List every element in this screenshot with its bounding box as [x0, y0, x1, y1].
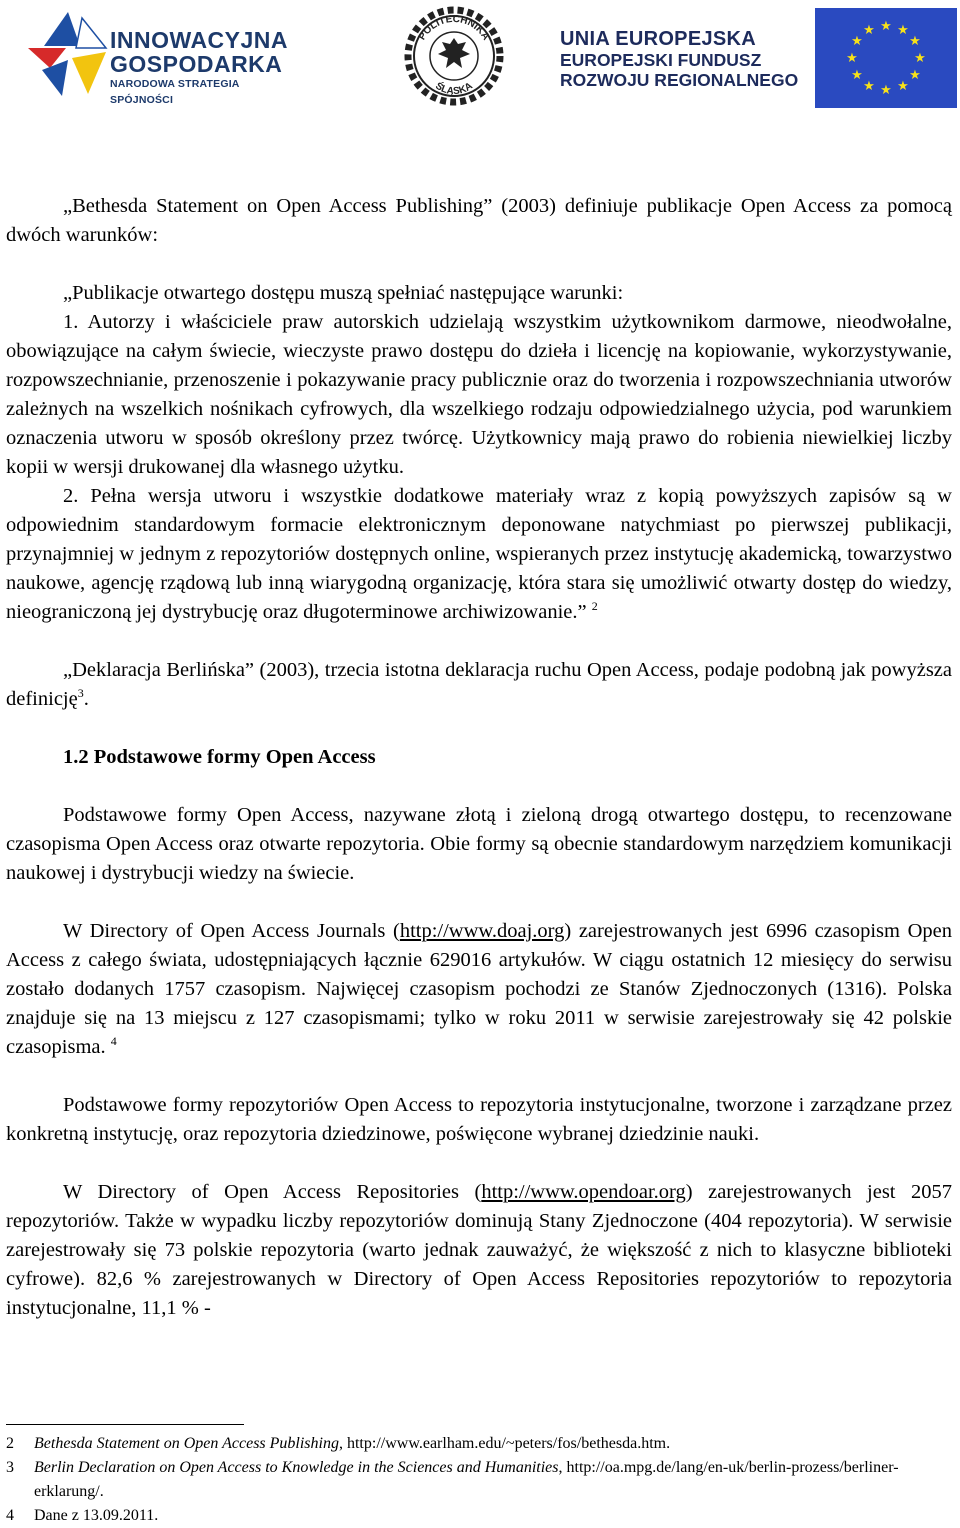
footnote-text: , http://www.earlham.edu/~peters/fos/bethesda.htm. [338, 1435, 671, 1452]
footnote [6, 1456, 952, 1504]
paragraph-opendoar-b: ) zarejestrowanych jest 2057 repozytoriów. Także w wypadku liczby repozytoriów dominują Stany Zjednoczone (404 repozytoria). W serwisie zarejestrowały się 73 polskie repozytoria (warto jednak zauważyć, że większość z nich to klasyczne biblioteki cyfrowe). 82,6 % zarejestrowanych w Directory of Open Access Repositories repozytoriów to repozytoria instytucjonalne, 11,1 % - [6, 1181, 953, 1319]
svg-text:★: ★ [880, 83, 892, 98]
paragraph-doaj-a: W Directory of Open Access Journals ( [63, 920, 400, 942]
footnote-text: Dane z 13.09.2011. [34, 1507, 159, 1524]
footnote [6, 1504, 952, 1528]
footnote-ref-2[interactable]: 2 [591, 599, 598, 613]
svg-text:★: ★ [846, 51, 858, 66]
footnote-number: 4 [6, 1507, 14, 1524]
svg-text:★: ★ [897, 23, 909, 38]
paragraph-opendoar-a: W Directory of Open Access Repositories ( [63, 1181, 482, 1203]
svg-text:★: ★ [897, 79, 909, 94]
svg-text:★: ★ [863, 79, 875, 94]
footnotes [6, 1432, 952, 1528]
innowacyjna-gospodarka-logo [28, 8, 289, 106]
footnote-ref-4[interactable]: 4 [110, 1034, 117, 1048]
paragraph-berlin-end: . [83, 688, 89, 710]
footnote-divider [6, 1424, 244, 1425]
paragraph-conditions-intro: „Publikacje otwartego dostępu muszą spełniać następujące warunki: [63, 282, 624, 304]
list-item-2-text: 2. Pełna wersja utworu i wszystkie dodatkowe materiały wraz z kopią powyższych zapisów są w odpowiednim standardowym formacie elektronicznym deponowane natychmiast po pierwszej publikacji, przynajmniej w jednym z repozytoriów dostępnych online, wspieranych przez instytucję akademicką, towarzystwo naukowe, agencję rządową lub inną wiarygodną organizację, która stara się umożliwić otwarty dostęp do wiedzy, nieograniczoną jej dystrybucję oraz długoterminowe archiwizowanie.” [6, 485, 952, 623]
paragraph-forms: Podstawowe formy Open Access, nazywane złotą i zieloną drogą otwartego dostępu, to recenzowane czasopisma Open Access oraz otwarte repozytoria. Obie formy są obecnie standardowym narzędziem komunikacji naukowej i dystrybucji wiedzy na świecie. [6, 804, 952, 884]
footnote-ref-3[interactable]: 3 [77, 686, 84, 700]
paragraph-doaj [6, 917, 952, 1062]
politechnika-arc-text: POLITECHNIKA [416, 13, 492, 43]
svg-text:★: ★ [851, 34, 863, 49]
innowacyjna-gospodarka-mark-icon [28, 8, 108, 98]
logo-line-gospodarka: GOSPODARKA [110, 51, 283, 77]
opendoar-link[interactable]: http://www.opendoar.org [481, 1181, 686, 1203]
politechnika-slaska-logo [402, 4, 506, 108]
footnote-title: Berlin Declaration on Open Access to Knowledge in the Sciences and Humanities [34, 1459, 559, 1476]
svg-text:★: ★ [851, 68, 863, 83]
svg-text:★: ★ [909, 34, 921, 49]
svg-text:★: ★ [909, 68, 921, 83]
footnote-text: , http://oa.mpg.de/lang/en-uk/berlin-prozess/berliner-erklarung/. [34, 1459, 899, 1500]
unia-europejska-logo-text [560, 28, 798, 90]
ue-line-rozwoju: ROZWOJU REGIONALNEGO [560, 70, 799, 90]
eu-flag-icon [815, 8, 957, 108]
doaj-link[interactable]: http://www.doaj.org [399, 920, 565, 942]
footnote-number: 2 [6, 1435, 14, 1452]
logo-line-innowacyjna: INNOWACYJNA [110, 27, 289, 53]
ue-line-fundusz: EUROPEJSKI FUNDUSZ [560, 50, 762, 70]
paragraph-opendoar [6, 1178, 952, 1323]
footnote [6, 1432, 952, 1456]
slaska-arc-text: ŚLĄSKA [433, 80, 475, 98]
svg-text:★: ★ [914, 51, 926, 66]
paragraph-berlin [6, 656, 952, 714]
section-heading: 1.2 Podstawowe formy Open Access [63, 746, 376, 768]
paragraph-doaj-b: ) zarejestrowanych jest 6996 czasopism Open Access z całego świata, udostępniających łącznie 629016 artykułów. W ciągu ostatnich 12 miesięcy do serwisu zostało dodanych 1757 czasopism. Najwięcej czasopism pochodzi ze Stanów Zjednoczonych (1316). Polska znajduje się na 13 miejscu z 127 czasopismami; tylko w roku 2011 w serwisie zarejestrowały się 42 polskie czasopisma. [6, 920, 952, 1058]
list-item-1: 1. Autorzy i właściciele praw autorskich udzielają wszystkim użytkownikom darmowe, nieodwołalne, obowiązujące na całym świecie, wieczyste prawo dostępu do dzieła i licencję na kopiowanie, wykorzystywanie, rozpowszechnianie, przenoszenie i pokazywanie pracy publicznie oraz do tworzenia i rozpowszechniania utworów zależnych na wszelkich nośnikach cyfrowych, dla wszelkiego rodzaju odpowiedzialnego użycia, pod warunkiem oznaczenia utworu w sposób określony przez twórcę. Użytkownicy mają prawo do robienia niewielkiej liczby kopii w wersji drukowanej dla własnego użytku. [6, 311, 952, 478]
page-header [0, 0, 960, 115]
document-body [6, 192, 952, 1323]
paragraph-repositories: Podstawowe formy repozytoriów Open Access to repozytoria instytucjonalne, tworzone i zarządzane przez konkretną instytucję, oraz repozytoria dziedzinowe, poświęcone wybranej dziedzinie nauki. [6, 1094, 952, 1145]
svg-text:★: ★ [863, 23, 875, 38]
paragraph-bethesda-intro: „Bethesda Statement on Open Access Publishing” (2003) definiuje publikacje Open Access za pomocą dwóch warunków: [6, 195, 952, 246]
ue-line-unia: UNIA EUROPEJSKA [560, 28, 757, 50]
list-item-2 [6, 482, 952, 627]
svg-text:★: ★ [880, 19, 892, 34]
logo-line-strategia: NARODOWA STRATEGIA SPÓJNOŚCI [110, 78, 240, 106]
footnote-number: 3 [6, 1459, 14, 1476]
paragraph-berlin-text: „Deklaracja Berlińska” (2003), trzecia istotna deklaracja ruchu Open Access, podaje podobną jak powyższa definicję [6, 659, 952, 710]
footnote-title: Bethesda Statement on Open Access Publishing [34, 1435, 339, 1452]
